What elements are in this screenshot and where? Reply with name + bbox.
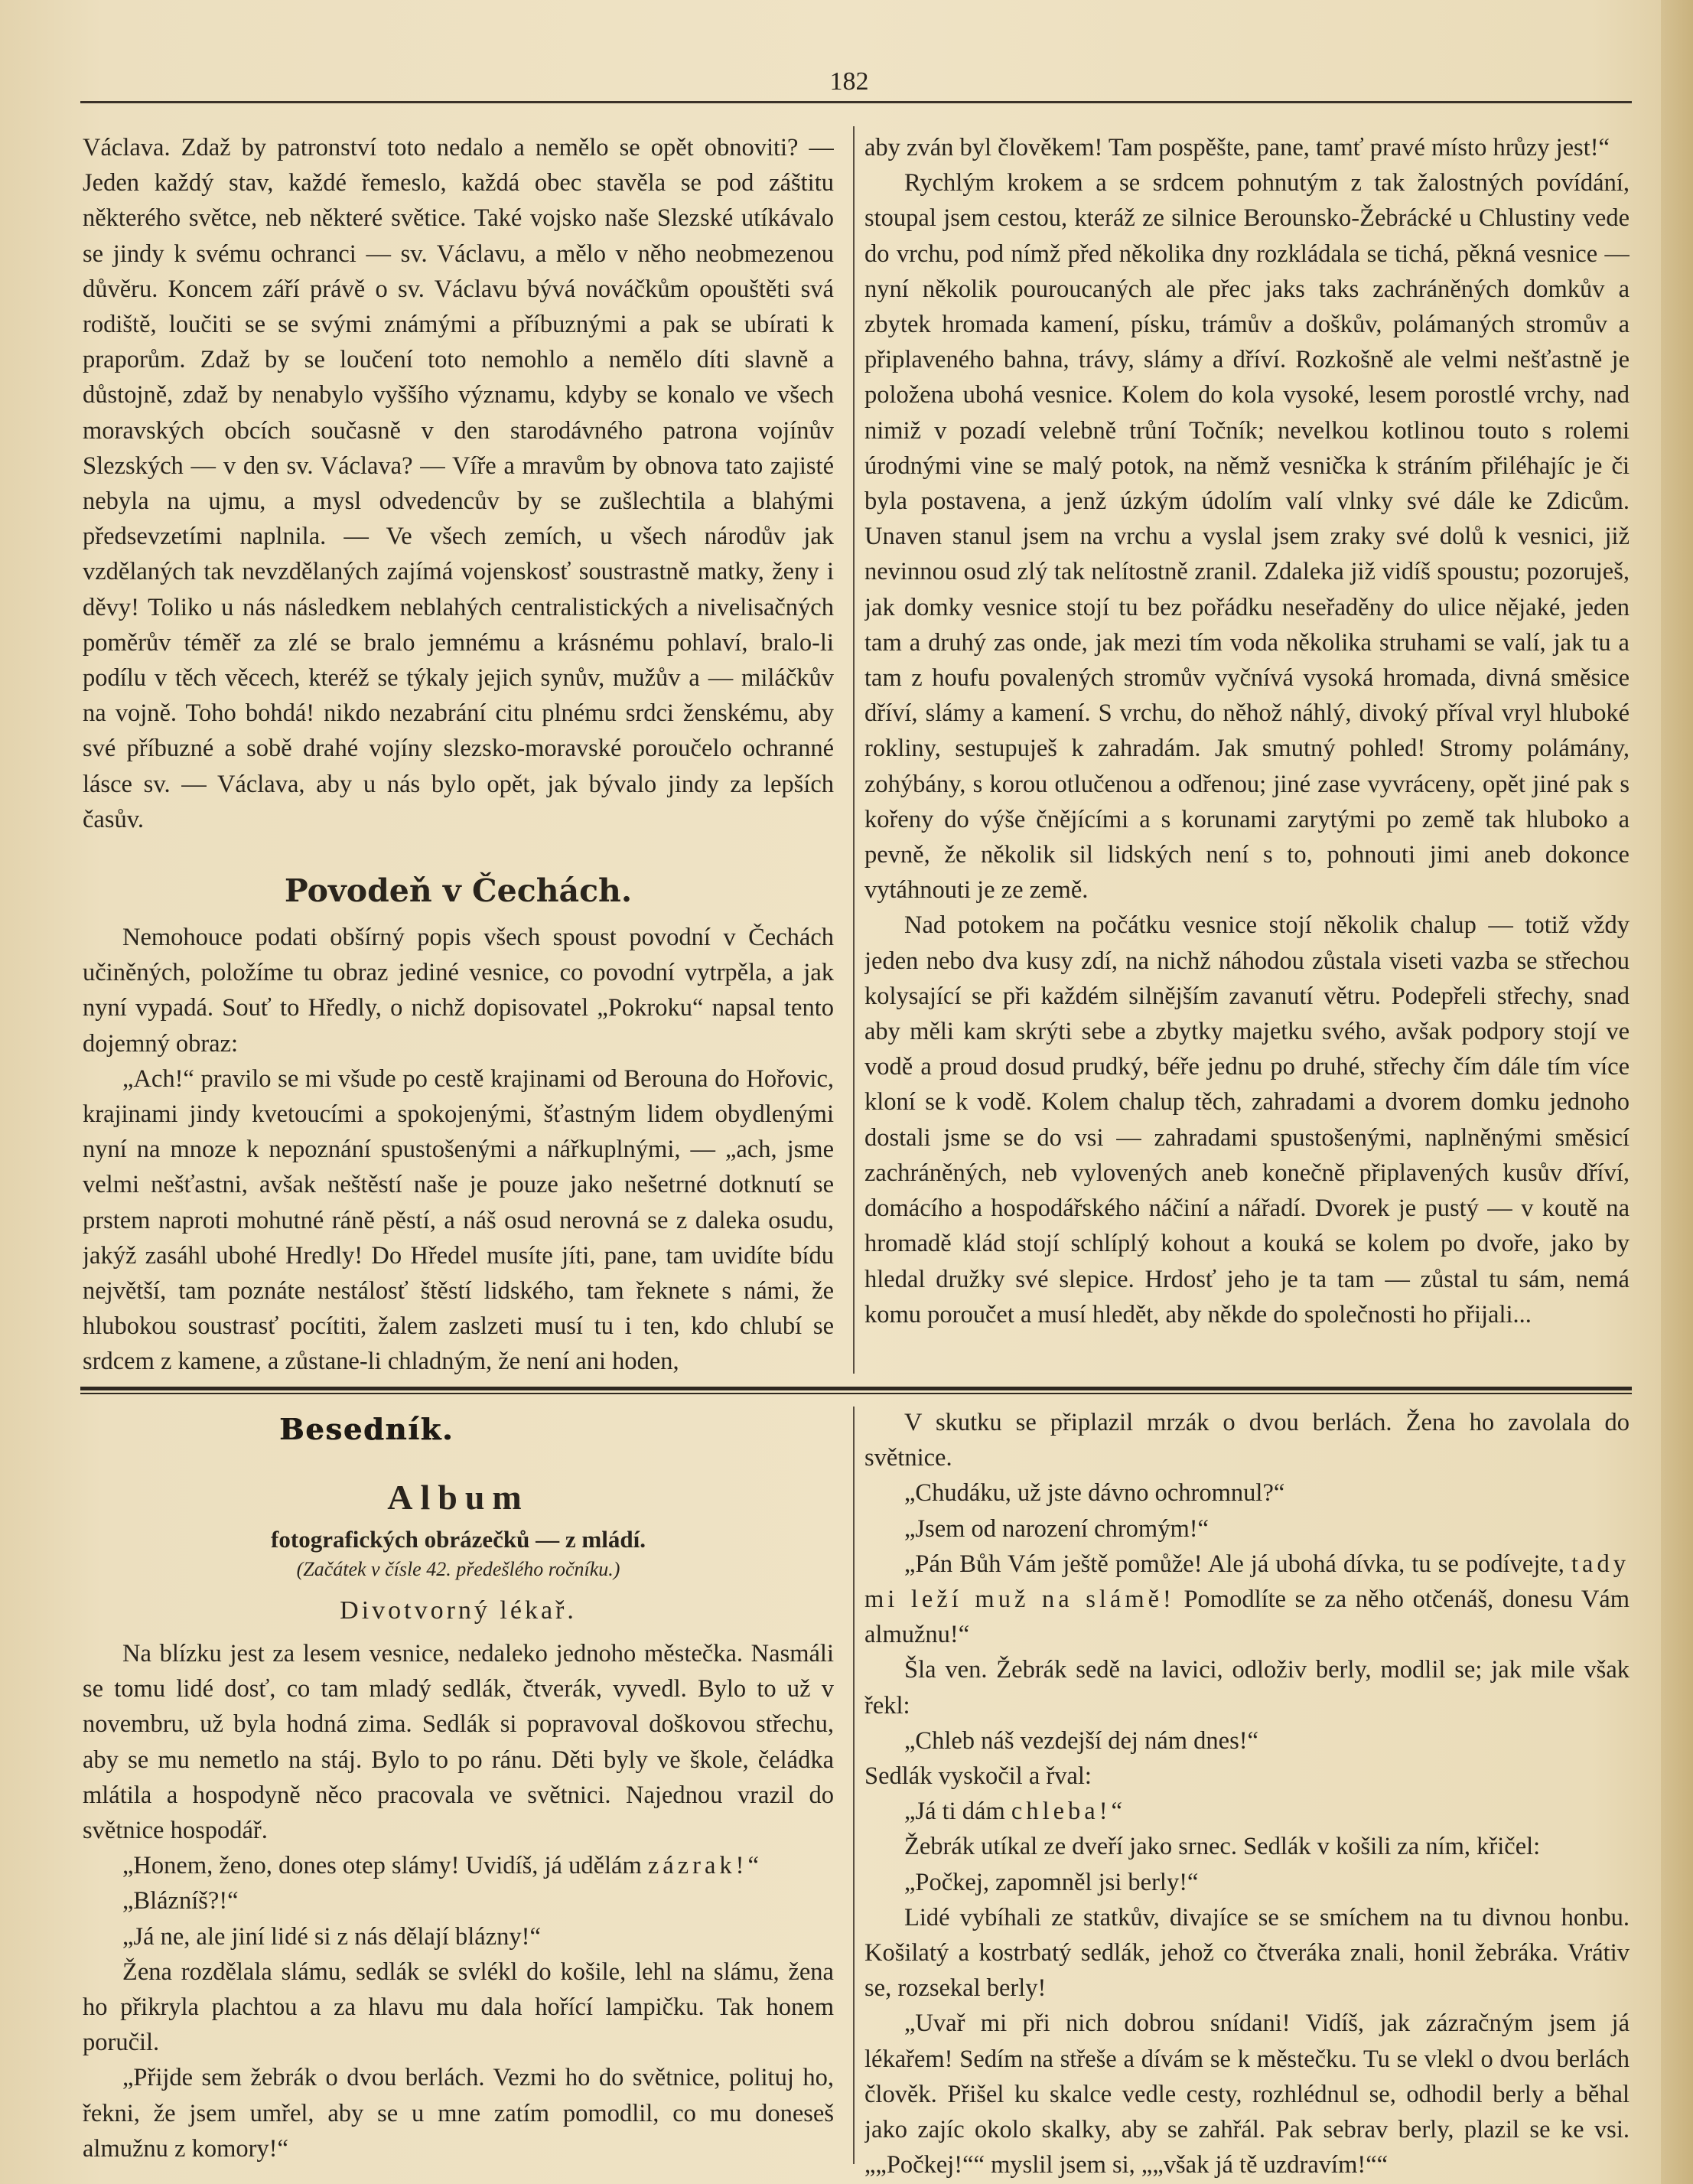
story-column-left xyxy=(83,1636,834,2166)
dialogue-text: „Pán Bůh Vám ještě pomůže! Ale já ubohá dívka, tu se podívejte, xyxy=(904,1550,1564,1578)
paragraph: Nad potokem na počátku vesnice stojí několik chalup — totiž vždy jeden nebo dva kusy zdí, na nichž náhodou zůstala viseti vazba se střechou kolysající se při každém silnějším zavanutí větru. Podepřeli střechy, snad aby měli kam skrýti sebe a zbytky majetku svého, avšak podpory stojí ve vodě a proud dosud prudký, béře jednu po druhé, střechy čím dále tím více kloní se k vodě. Kolem chalup těch, zahradami a dvorem domku jednoho dostali jsme se do vsi — zahradami spustošenými, naplněnými směsicí zachráněných, neb vylovených aneb konečně připlavených kusův dříví, domácího a hospodářského náčiní a nářadí. Dvorek je pustý — v koutě na hromadě klád stojí schlíplý kohout a kouká se kolem po dvoře, jako by hledal družky své slepice. Hrdosť jeho je ta tam — zůstal tu sám, nemá komu poroučet a musí hledět, aby někde do společnosti ho přijali... xyxy=(864,911,1630,1328)
section-divider-thin xyxy=(80,1393,1632,1394)
dialogue-line: „Já ne, ale jiní lidé si z nás dělají blázny!“ xyxy=(122,1922,541,1951)
dialogue-line xyxy=(864,1547,1630,1653)
section-divider-thick xyxy=(80,1387,1632,1390)
page-edge xyxy=(1661,0,1693,2184)
paragraph: Václava. Zdaž by patronství toto nedalo a nemělo se opět obnoviti? — Jeden každý stav, každé řemeslo, každá obec stavěla se pod záštitu některého světce, neb některé světice. Také vojsko naše Slezské utíkávalo se jindy k svému ochranci — sv. Václavu, a mělo v něho neobmezenou důvěru. Koncem září právě o sv. Václavu bývá nováčkům opouštěti svá rodiště, loučiti se se svými známými a příbuznými a pak se ubírati k praporům. Zdaž by se loučení toto nemohlo a nemělo díti slavně a důstojně, zdaž by nenabylo vyššího významu, kdyby se konalo ve všech moravských obcích současně v den starodávného patrona vojínův Slezských — v den sv. Václava? — Víře a mravům by obnova tato zajisté nebyla na ujmu, a mysl odvedencův by se zušlechtila a blahými předsevzetími naplnila. — Ve všech zemích, u všech národův jak vzdělaných tak nevzdělaných zajímá vojenskosť soustrastně matky, ženy i děvy! Toliko u nás následkem neblahých centralistických a nivelisačných poměrův téměř za zlé se bralo jemnému a krásnému pohlaví, bralo-li podílu v těch věcech, kteréž se týkaly jejich synův, mužův a — miláčkův na vojně. Toho bohdá! nikdo nezabrání citu plnému srdci ženskému, aby své příbuzné a sobě drahé vojíny slezsko-moravské poroučelo ochranné lásce sv. — Václava, aby u nás bylo opět, jak bývalo jindy za lepších časův. xyxy=(83,134,834,833)
paragraph: Šla ven. Žebrák sedě na lavici, odloživ berly, modlil se; jak mile však řekl: xyxy=(864,1656,1630,1719)
dialogue-line: „Jsem od narození chromým!“ xyxy=(904,1514,1209,1543)
dialogue-line: „Chleb náš vezdejší dej nám dnes!“ xyxy=(904,1726,1258,1755)
album-subtitle: fotografických obrázečků — z mládí. xyxy=(271,1526,646,1553)
paragraph: aby zván byl člověkem! Tam pospěšte, pane, tamť pravé místo hrůzy jest!“ xyxy=(864,134,1610,161)
column-divider-top xyxy=(853,126,855,1374)
dialogue-text: Pomodlíte se za něho otčenáš, donesu Vám almužnu!“ xyxy=(864,1586,1630,1649)
flood-article-text xyxy=(83,920,834,1380)
paragraph: Žena rozdělala slámu, sedlák se svlékl do košile, lehl na slámu, žena ho přikryla plachtou a za hlavu mu dala hořící lampičku. Tak honem poručil. xyxy=(83,1957,834,2057)
dialogue-line: „Chudáku, už jste dávno ochromnul?“ xyxy=(904,1479,1285,1508)
column-divider-bottom xyxy=(853,1407,855,2164)
dialogue-line: „Blázníš?!“ xyxy=(122,1887,239,1915)
dialogue-line xyxy=(83,1848,834,1883)
besednik-masthead: Besedník. xyxy=(279,1412,454,1446)
paragraph: Na blízku jest za lesem vesnice, nedaleko jednoho městečka. Nasmáli se tomu lidé dosť, co tam mladý sedlák, čtverák, vyvedl. Bylo to už v novembru, už byla hodná zima. Sedlák si popravoval doškovou střechu, aby se mu nemetlo na stáj. Bylo to po ránu. Děti byly ve škole, čeládka mlátila a hospodyně něco pracovala ve světnici. Najednou vrazil do světnice hospodář. xyxy=(83,1640,834,1845)
paragraph: V skutku se připlazil mrzák o dvou berlách. Žena ho zavolala do světnice. xyxy=(864,1409,1630,1472)
paragraph: Sedlák vyskočil a řval: xyxy=(864,1762,1092,1791)
quote-mark: “ xyxy=(1111,1798,1122,1826)
page-number: 182 xyxy=(829,67,869,96)
column-2-text xyxy=(864,130,1630,1332)
quote-mark: “ xyxy=(747,1852,759,1880)
paragraph: Nemohouce podati obšírný popis všech spoust povodní v Čechách učiněných, položíme tu obraz jediné vesnice, co povodní vytrpěla, a jak nyní vypadá. Souť to Hředly, o nichž dopisovatel „Pokroku“ napsal tento dojemný obraz: xyxy=(83,924,834,1058)
spaced-phrase: tady mi leží muž na slámě! xyxy=(864,1550,1630,1614)
paragraph: „Přijde sem žebrák o dvou berlách. Vezmi ho do světnice, polituj ho, řekni, že jsem umřel, aby se u mne zatím pomodlil, co mu doneseš almužnu z komory!“ xyxy=(83,2064,834,2163)
section-heading: Povodeň v Čechách. xyxy=(284,872,633,909)
story-column-right xyxy=(864,1405,1630,2182)
paragraph: „Ach!“ pravilo se mi všude po cestě krajinami od Berouna do Hořovic, krajinami jindy kvetoucími a spokojenými, šťastným lidem obydlenými nyní na mnoze k nepoznání spustošenými a nářkuplnými, — „ach, jsme velmi nešťastni, avšak neštěstí naše je pouze jako nešetrné dotknutí se prstem naproti mohutné ráně pěstí, a náš osud nerovná se z daleka osudu, jakýž zasáhl ubohé Hredly! Do Hředel musíte jíti, pane, tam uvidíte bídu největší, tam poznáte nestálosť štěstí lidského, tam řeknete s námi, že hlubokou soustrasť pocítiti, žalem zaslzeti musí tu i ten, kdo chlubí se srdcem z kamene, a zůstane-li chladným, že není ani hoden, xyxy=(83,1064,834,1376)
dialogue-line: „Počkej, zapomněl jsi berly!“ xyxy=(904,1868,1199,1896)
dialogue-text: „Honem, ženo, dones otep slámy! Uvidíš, já udělám xyxy=(122,1852,642,1880)
album-title: Album xyxy=(387,1478,529,1517)
continuation-note: (Začátek v čísle 42. předešlého ročníku.) xyxy=(296,1558,620,1580)
paragraph: Lidé vybíhali ze statkův, divajíce se se smíchem na tu divnou honbu. Košilatý a kostrbatý sedlák, jehož co čtveráka znali, honil žebráka. Vrátiv se, rozsekal berly! xyxy=(864,1903,1630,2003)
spaced-word: chleba! xyxy=(1011,1798,1112,1826)
header-rule xyxy=(80,101,1632,103)
spaced-word: zázrak! xyxy=(647,1852,748,1880)
paragraph: „Uvař mi při nich dobrou snídani! Vidíš, jak zázračným jsem já lékařem! Sedím na střeše a dívám se k městečku. Tu se vlekl o dvou berlách člověk. Přišel ku skalce vedle cesty, rozhlédnul se, odhodil berly a běhal jako zajíc okolo skalky, aby se zahřál. Pak sebrav berly, plazil se ke vsi. „„Počkej!““ myslil jsem si, „„však já tě uzdravím!““ xyxy=(864,2010,1630,2179)
column-1-text xyxy=(83,130,834,837)
paragraph: Rychlým krokem a se srdcem pohnutým z tak žalostných povídání, stoupal jsem cestou, kteráž ze silnice Berounsko-Žebrácké u Chlustiny vede do vrchu, pod nímž před několika dny rozkládala se tichá, pěkná vesnice — nyní několik pouroucaných ale přec jaks taks zachráněných domkův a zbytek hromada kamení, písku, trámův a doškův, polámaných stromův a připlaveného bahna, trávy, slámy a dříví. Rozkošně ale velmi nešťastně je položena ubohá vesnice. Kolem do kola vysoké, lesem porostlé vrchy, nad nimiž v pozadí velebně trůní Točník; nevelkou kotlinou touto s rolemi úrodnými vine se malý potok, na němž vesnička k stráním přiléhajíc je či byla postavena, a jenž úzkým údolím valí vlnky své dále ke Zdicům. Unaven stanul jsem na vrchu a vyslal jsem zraky své dolů k vesnici, již nevinnou osud zlý tak nelítostně zranil. Zdaleka již vidíš spoustu; pozoruješ, jak domky vesnice stojí tu bez pořádku neseřaděny do ulice nějaké, jeden tam a druhý zas onde, jak mezi tím voda několika struhami se valí, jak tu a tam z houfu povalených stromův vyčnívá vysoká hromada, divná směsice dříví, slámy a kamení. S vrchu, do něhož náhlý, divoký příval vryl hluboké rokliny, sestupuješ k zahradám. Jak smutný pohled! Stromy polámány, zohýbány, s korou otlučenou a odřenou; jiné zase vyvráceny, opět jiné pak s kořeny do výše čnějícími a s korunami zarytými po země tak hluboko a pevně, že několik sil lidských není s to, pohnouti jimi aneb dokonce vytáhnouti je ze země. xyxy=(864,169,1630,905)
dialogue-line xyxy=(864,1794,1630,1829)
paragraph: Žebrák utíkal ze dveří jako srnec. Sedlák v košili za ním, křičel: xyxy=(904,1833,1541,1861)
dialogue-text: „Já ti dám xyxy=(904,1798,1005,1826)
story-title: Divotvorný lékař. xyxy=(340,1596,577,1625)
